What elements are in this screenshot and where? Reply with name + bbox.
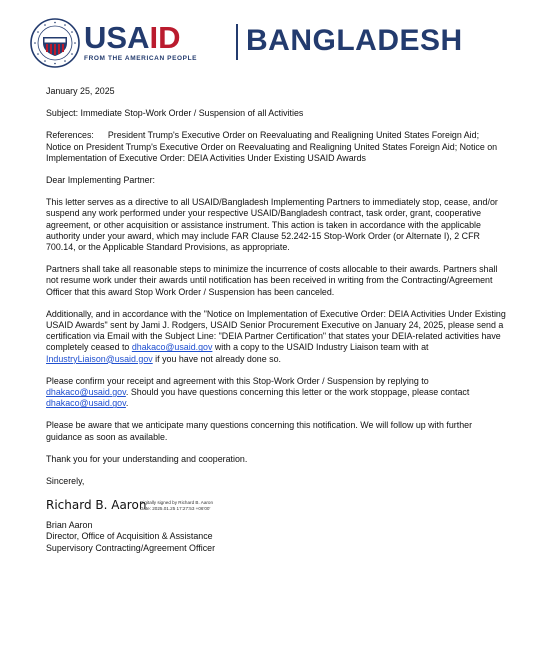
letter-body xyxy=(46,86,506,554)
paragraph-directive: This letter serves as a directive to all USAID/Bangladesh Implementing Partners to immediately stop, cease, and/or suspend any work performed under your respective USAID/Bangladesh contract, task order, grant, cooperative agreement, or other acquisition or assistance instrument. This action is taken in accordance with the applicable authority under your award, which may include FAR Clause 52.242-15 Stop-Work Order (or Alternate I), 2 CFR 700.14, or the Applicable Standard Provisions, as appropriate. xyxy=(46,197,498,253)
letter-date: January 25, 2025 xyxy=(46,86,115,96)
email-link-dhakaco-reply[interactable]: dhakaco@usaid.gov xyxy=(46,387,126,398)
signature: Richard B. Aaron xyxy=(46,498,147,513)
paragraph-confirm-text-a: Please confirm your receipt and agreement with this Stop-Work Order / Suspension by replying to xyxy=(46,375,429,386)
letter-closing: Sincerely, xyxy=(46,476,85,487)
references-text: President Trump's Executive Order on Reevaluating and Realigning United States Foreign Aid; Notice on President Trump's Executive Order on Reevaluating and Realigning United States Foreign Aid; Notice on Implementation of Executive Order: DEIA Activities Under Existing USAID Awards xyxy=(46,130,498,163)
paragraph-confirm-text-c: . xyxy=(125,398,129,409)
digital-signature-stamp xyxy=(140,500,213,511)
paragraph-deia xyxy=(46,309,506,365)
letter-salutation: Dear Implementing Partner: xyxy=(46,175,156,186)
usaid-wordmark xyxy=(84,22,197,62)
signature-block xyxy=(46,498,506,520)
paragraph-guidance: Please be aware that we anticipate many questions concerning this notification. We will follow up with further guidance as soon as available. xyxy=(46,420,473,442)
signer-role: Supervisory Contracting/Agreement Officer xyxy=(46,542,216,553)
paragraph-costs: Partners shall take all reasonable steps to minimize the incurrence of costs allocable to their awards. Partners shall not resume work under their awards until notification has been received in writing from the Contracting/Agreement Officer that this award Stop Work Order / Suspension has been canceled. xyxy=(46,264,498,297)
paragraph-deia-text-a: Additionally, and in accordance with the "Notice on Implementation of Executive Order: DEIA Activities Under Existing USAID Awards" sent by Jami J. Rodgers, USAID Senior Procurement Executive on January 24, 2025, please send a certification via Email with the Subject Line: "DEIA Partner Certification" that states your DEIA-related activities have completely ceased to xyxy=(46,308,506,353)
letterhead-divider xyxy=(236,24,238,60)
paragraph-thanks: Thank you for your understanding and cooperation. xyxy=(46,453,248,464)
brand-name: USAID xyxy=(84,20,181,55)
references-label: References: xyxy=(46,130,94,141)
letterhead xyxy=(30,18,500,74)
letter-references xyxy=(46,130,506,164)
email-link-dhakaco-contact[interactable]: dhakaco@usaid.gov xyxy=(46,398,126,409)
letter-subject: Subject: Immediate Stop-Work Order / Suspension of all Activities xyxy=(46,108,304,119)
country-name: BANGLADESH xyxy=(246,24,463,57)
digital-signature-line1: Digitally signed by Richard B. Aaron xyxy=(140,500,214,506)
email-link-dhakaco[interactable]: dhakaco@usaid.gov xyxy=(131,342,213,353)
paragraph-confirm xyxy=(46,376,506,410)
brand-tagline: FROM THE AMERICAN PEOPLE xyxy=(84,55,198,62)
signer-title: Director, Office of Acquisition & Assistance xyxy=(46,531,213,542)
email-link-industry-liaison[interactable]: IndustryLiaison@usaid.gov xyxy=(46,353,153,364)
usaid-seal-icon xyxy=(30,18,80,68)
paragraph-deia-text-b: with a copy to the USAID Industry Liaison team with at xyxy=(212,342,429,353)
paragraph-deia-text-c: if you have not already done so. xyxy=(152,353,281,364)
digital-signature-line2: Date: 2025.01.25 17:27:53 +06'00' xyxy=(140,505,211,511)
paragraph-confirm-text-b: . Should you have questions concerning this letter or the work stoppage, please contact xyxy=(125,387,470,398)
signer-name: Brian Aaron xyxy=(46,520,93,531)
